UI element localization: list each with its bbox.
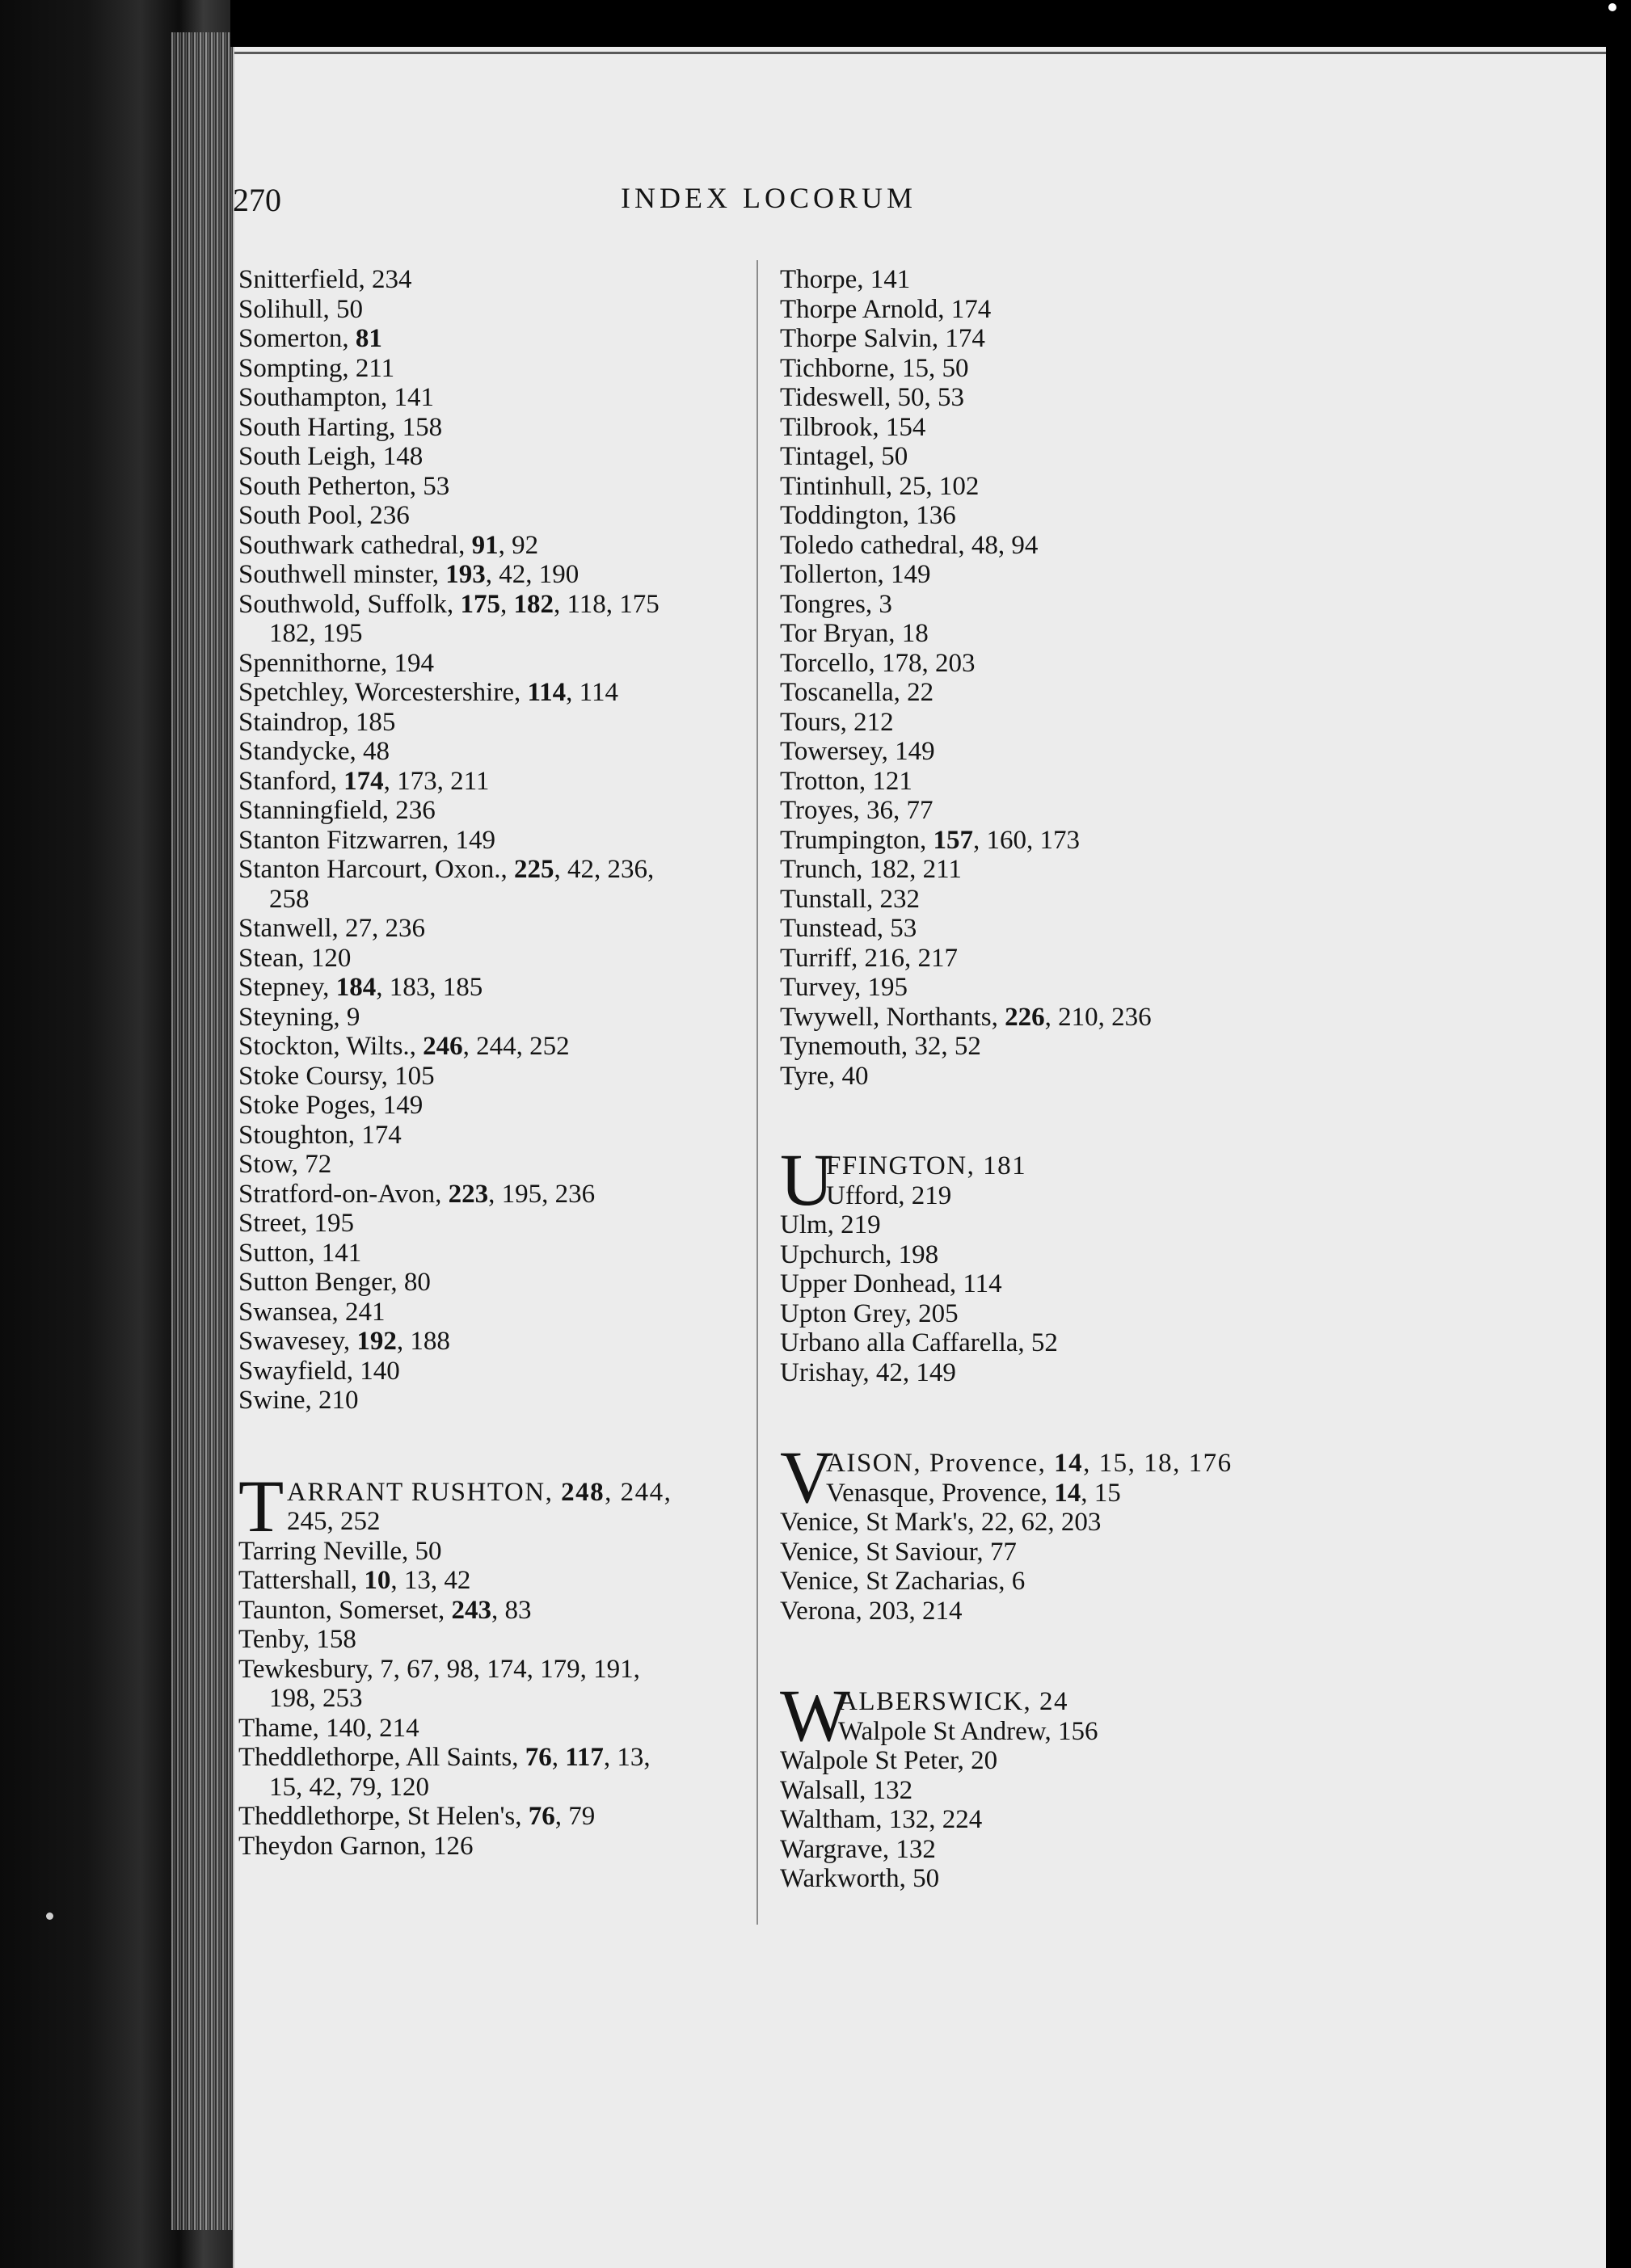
index-entry (238, 944, 756, 974)
index-entry (238, 383, 756, 413)
entry-text: Wargrave, 132 (780, 1834, 936, 1864)
bold-page-ref: 114 (527, 678, 567, 707)
scan-mark (1608, 3, 1616, 11)
entry-text: Tunstall, 232 (780, 884, 920, 914)
index-entry (780, 1003, 1362, 1033)
entry-text: Walsall, 132 (780, 1775, 913, 1805)
entry-text: Upton Grey, 205 (780, 1298, 959, 1328)
index-entry (780, 383, 1362, 413)
bold-page-ref: 223 (448, 1179, 489, 1209)
index-entry (780, 1240, 1362, 1270)
index-entry (238, 826, 756, 856)
entry-text: Verona, 203, 214 (780, 1596, 963, 1626)
index-entry (238, 1714, 756, 1744)
index-entry (238, 737, 756, 767)
section-heading (238, 1478, 756, 1508)
entry-text: Ulm, 219 (780, 1210, 881, 1239)
entry-text: South Petherton, 53 (238, 471, 450, 501)
index-entry (238, 1032, 756, 1062)
entry-text: Thorpe, 141 (780, 265, 911, 294)
entry-text: , 188 (396, 1327, 450, 1356)
entry-text: Upchurch, 198 (780, 1239, 939, 1269)
index-entry (780, 1864, 1362, 1894)
entry-text: Southwark cathedral, (238, 530, 472, 560)
bold-page-ref: 184 (335, 973, 377, 1002)
entry-text: Stanford, (238, 766, 344, 796)
bold-page-ref: 76 (528, 1802, 555, 1831)
entry-text: Tyre, 40 (780, 1061, 869, 1091)
entry-text: Tongres, 3 (780, 589, 892, 619)
index-entry (780, 1508, 1362, 1538)
column-rule (756, 260, 758, 1925)
page-edges (171, 32, 236, 2230)
entry-text: Swayfield, 140 (238, 1356, 400, 1386)
entry-text: , 160, 173 (973, 825, 1080, 855)
index-entry (238, 265, 756, 295)
index-entry (780, 826, 1362, 856)
entry-text: 198, 253 (269, 1684, 363, 1713)
index-entry (238, 324, 756, 354)
index-entry (780, 1805, 1362, 1835)
index-entry (780, 944, 1362, 974)
entry-text: Standycke, 48 (238, 737, 390, 766)
index-entry (780, 1210, 1362, 1240)
index-entry (238, 678, 756, 708)
index-entry (238, 1091, 756, 1121)
entry-text: Toledo cathedral, 48, 94 (780, 530, 1039, 560)
entry-text: Tintinhull, 25, 102 (780, 471, 980, 501)
index-entry (780, 737, 1362, 767)
entry-text: Stanningfield, 236 (238, 796, 436, 825)
index-entry (780, 324, 1362, 354)
index-entry (238, 914, 756, 944)
entry-text: Swavesey, (238, 1327, 357, 1356)
entry-text: , 42, 236, (554, 855, 655, 884)
index-entry (780, 885, 1362, 915)
left-column (238, 265, 756, 1861)
index-entry (780, 1746, 1362, 1776)
entry-text: South Harting, 158 (238, 412, 443, 442)
entry-text: Sompting, 211 (238, 353, 395, 383)
entry-text: Troyes, 36, 77 (780, 796, 934, 825)
index-entry (238, 1003, 756, 1033)
section-t (238, 1464, 756, 1862)
section-heading-cont: 245, 252 (287, 1507, 381, 1536)
index-entry (238, 649, 756, 679)
index-entry (238, 1357, 756, 1386)
index-entry (780, 973, 1362, 1003)
index-entry-cont (238, 1773, 756, 1803)
entry-text: Stockton, Wilts., (238, 1032, 424, 1061)
index-entry (780, 501, 1362, 531)
entry-text: Venice, St Zacharias, 6 (780, 1567, 1026, 1596)
entry-text: , 173, 211 (383, 766, 490, 796)
entry-text: Thorpe Salvin, 174 (780, 324, 985, 353)
bold-page-ref: 117 (565, 1743, 604, 1772)
dropcap: V (780, 1436, 834, 1518)
index-entry-cont (238, 1684, 756, 1714)
index-entry (238, 708, 756, 738)
entry-text: Urbano alla Caffarella, 52 (780, 1328, 1058, 1357)
entry-text: Southampton, 141 (238, 383, 435, 412)
index-entry (238, 1327, 756, 1357)
section-w (780, 1674, 1362, 1894)
entry-text: Sutton, 141 (238, 1238, 362, 1268)
bold-page-ref: 14 (1054, 1478, 1081, 1508)
entry-text: Somerton, (238, 324, 356, 353)
index-entry (238, 1180, 756, 1210)
entry-text: Tenby, 158 (238, 1625, 356, 1654)
bold-page-ref: 225 (513, 855, 554, 884)
index-entry (238, 1802, 756, 1832)
s-entries (238, 265, 756, 1416)
index-entry (238, 1239, 756, 1269)
section-heading (780, 1449, 1362, 1479)
entry-text: Toscanella, 22 (780, 678, 934, 707)
u-entries (780, 1210, 1362, 1387)
entry-text: Swansea, 241 (238, 1297, 386, 1327)
index-entry (780, 1299, 1362, 1329)
index-entry (238, 767, 756, 797)
dropcap: T (238, 1464, 284, 1547)
entry-text: Stoughton, 174 (238, 1120, 402, 1150)
t-entries-cont (780, 265, 1362, 1091)
index-entry (238, 1537, 756, 1567)
entry-text: Southwold, Suffolk, (238, 589, 461, 619)
entry-text: Staindrop, 185 (238, 707, 396, 737)
entry-text: Theydon Garnon, 126 (238, 1831, 474, 1861)
index-entry (780, 354, 1362, 384)
entry-text: Stoke Poges, 149 (238, 1091, 424, 1120)
entry-text: 258 (269, 884, 310, 914)
bold-page-ref: 14 (1054, 1449, 1084, 1478)
entry-text: , (551, 1743, 566, 1772)
bold-page-ref: 182 (513, 589, 554, 619)
index-entry (780, 649, 1362, 679)
index-entry-cont (238, 885, 756, 915)
index-entry (238, 1386, 756, 1416)
entry-text: Street, 195 (238, 1209, 354, 1238)
index-entry (238, 1743, 756, 1773)
right-column (780, 265, 1362, 1894)
entry-text: , 114 (566, 678, 618, 707)
index-entry (238, 590, 756, 620)
v-entries (780, 1508, 1362, 1626)
entry-text: Turriff, 216, 217 (780, 943, 959, 973)
entry-text: Turvey, 195 (780, 973, 908, 1002)
entry-text: ALBERSWICK, 24 (838, 1687, 1068, 1716)
bold-page-ref: 246 (423, 1032, 463, 1061)
entry-text: Tarring Neville, 50 (238, 1536, 442, 1566)
index-entry (780, 1358, 1362, 1388)
entry-text: Twywell, Northants, (780, 1002, 1005, 1032)
entry-text: Walpole St Peter, 20 (780, 1746, 998, 1775)
index-entry (780, 796, 1362, 826)
index-entry (238, 1566, 756, 1596)
entry-text: Theddlethorpe, St Helen's, (238, 1802, 529, 1831)
index-entry (780, 442, 1362, 472)
entry-text: Warkworth, 50 (780, 1864, 940, 1893)
entry-text: Trumpington, (780, 825, 934, 855)
bold-page-ref: 243 (451, 1595, 491, 1625)
entry-text: Sutton Benger, 80 (238, 1268, 431, 1297)
index-entry (238, 1596, 756, 1626)
entry-text: Snitterfield, 234 (238, 265, 412, 294)
entry-text: 15, 42, 79, 120 (269, 1772, 429, 1802)
index-entry (780, 1597, 1362, 1626)
entry-text: Stepney, (238, 973, 336, 1002)
index-entry (780, 560, 1362, 590)
index-entry (238, 1268, 756, 1298)
entry-text: Thame, 140, 214 (238, 1713, 419, 1743)
entry-text: , 244, 252 (462, 1032, 570, 1061)
index-entry (780, 1538, 1362, 1567)
entry-text: , 15, 18, 176 (1083, 1449, 1233, 1478)
index-entry (238, 973, 756, 1003)
index-entry (780, 472, 1362, 502)
top-shadow (230, 0, 1631, 47)
bold-page-ref: 76 (525, 1743, 552, 1772)
index-entry (780, 1776, 1362, 1806)
entry-text: Trotton, 121 (780, 766, 912, 796)
entry-text: , 42, 190 (485, 560, 579, 589)
entry-text: Tours, 212 (780, 707, 894, 737)
entry-text: , 79 (554, 1802, 596, 1831)
dust-speck (46, 1912, 53, 1920)
section-v (780, 1436, 1362, 1626)
bold-page-ref: 91 (471, 530, 499, 560)
entry-text: Stean, 120 (238, 943, 352, 973)
entry-text: Tunstead, 53 (780, 914, 917, 943)
entry-text: , 183, 185 (376, 973, 483, 1002)
entry-text: , 13, 42 (390, 1566, 471, 1595)
index-entry (238, 1209, 756, 1239)
entry-text: , 83 (491, 1595, 532, 1625)
index-entry (780, 708, 1362, 738)
bold-page-ref: 157 (933, 825, 973, 855)
entry-text: South Pool, 236 (238, 501, 410, 530)
index-entry (238, 442, 756, 472)
running-title: INDEX LOCORUM (621, 182, 917, 214)
entry-text: Venice, St Mark's, 22, 62, 203 (780, 1508, 1102, 1537)
index-entry (238, 1298, 756, 1328)
index-entry (780, 1835, 1362, 1865)
index-entry (780, 590, 1362, 620)
entry-text: FFINGTON, 181 (826, 1151, 1027, 1180)
entry-text: Solihull, 50 (238, 294, 364, 324)
entry-text: Southwell minster, (238, 560, 446, 589)
entry-text: Stanton Fitzwarren, 149 (238, 825, 496, 855)
index-entry (238, 413, 756, 443)
bold-page-ref: 192 (356, 1327, 397, 1356)
page-rule (234, 52, 1606, 54)
index-entry (238, 1150, 756, 1180)
entry-text: Swine, 210 (238, 1386, 359, 1415)
bold-page-ref: 193 (445, 560, 486, 589)
bold-page-ref: 10 (364, 1566, 391, 1595)
index-entry (238, 1832, 756, 1862)
section-heading (780, 1151, 1362, 1181)
index-entry (238, 354, 756, 384)
index-entry (780, 1567, 1362, 1597)
index-entry (780, 1269, 1362, 1299)
entry-text: Tynemouth, 32, 52 (780, 1032, 981, 1061)
entry-text: Tewkesbury, 7, 67, 98, 174, 179, 191, (238, 1654, 640, 1684)
entry-text: Waltham, 132, 224 (780, 1805, 983, 1834)
section-heading-cont: Ufford, 219 (826, 1180, 952, 1210)
entry-text: Tattershall, (238, 1566, 365, 1595)
index-entry (238, 855, 756, 885)
index-entry (780, 1328, 1362, 1358)
entry-text: , 15 (1081, 1478, 1121, 1508)
entry-text: Taunton, Somerset, (238, 1595, 452, 1625)
entry-text: Stanton Harcourt, Oxon., (238, 855, 514, 884)
entry-text: , (499, 589, 514, 619)
entry-text: Torcello, 178, 203 (780, 648, 976, 678)
entry-text: Tintagel, 50 (780, 442, 908, 471)
entry-text: Towersey, 149 (780, 737, 935, 766)
entry-text: , 210, 236 (1044, 1002, 1152, 1032)
entry-text: Stoke Coursy, 105 (238, 1061, 435, 1091)
entry-text: AISON, Provence, (826, 1449, 1055, 1478)
index-entry (238, 501, 756, 531)
index-entry (780, 531, 1362, 561)
entry-text: Stratford-on-Avon, (238, 1179, 449, 1209)
entry-text: , 118, 175 (553, 589, 660, 619)
entry-text: Venice, St Saviour, 77 (780, 1537, 1017, 1567)
entry-text: Thorpe Arnold, 174 (780, 294, 992, 324)
bold-page-ref: 226 (1005, 1002, 1045, 1032)
entry-text: Urishay, 42, 149 (780, 1357, 956, 1387)
bold-page-ref: 81 (355, 324, 382, 353)
entry-text: Toddington, 136 (780, 501, 956, 530)
page-number: 270 (233, 182, 281, 218)
index-entry (780, 855, 1362, 885)
index-entry (238, 531, 756, 561)
t-entries (238, 1537, 756, 1862)
entry-text: 182, 195 (269, 619, 363, 648)
dropcap: W (780, 1674, 850, 1757)
entry-text: Tollerton, 149 (780, 560, 931, 589)
index-entry (780, 678, 1362, 708)
index-entry (780, 619, 1362, 649)
index-entry (238, 295, 756, 325)
index-entry-cont (238, 619, 756, 649)
section-heading-cont: Walpole St Andrew, 156 (838, 1716, 1098, 1746)
entry-text: Tideswell, 50, 53 (780, 383, 964, 412)
entry-text: Tichborne, 15, 50 (780, 353, 969, 383)
bold-page-ref: 175 (460, 589, 500, 619)
entry-text: Trunch, 182, 211 (780, 855, 962, 884)
entry-text: , 92 (498, 530, 539, 560)
index-entry (780, 767, 1362, 797)
entry-text: Steyning, 9 (238, 1002, 360, 1032)
bold-page-ref: 248 (561, 1477, 605, 1507)
entry-text: Tilbrook, 154 (780, 412, 926, 442)
entry-text: , 13, (603, 1743, 651, 1772)
entry-text: Venasque, Provence, (826, 1478, 1055, 1508)
entry-text: South Leigh, 148 (238, 442, 424, 471)
index-entry (780, 1062, 1362, 1092)
entry-text: Spetchley, Worcestershire, (238, 678, 528, 707)
dropcap: U (780, 1138, 834, 1221)
index-entry (780, 1032, 1362, 1062)
entry-text: Theddlethorpe, All Saints, (238, 1743, 525, 1772)
index-entry (238, 1655, 756, 1685)
index-entry (780, 914, 1362, 944)
entry-text: Tor Bryan, 18 (780, 619, 929, 648)
index-entry (238, 1625, 756, 1655)
index-entry (238, 1121, 756, 1151)
section-heading-cont (780, 1479, 1362, 1508)
entry-text: Upper Donhead, 114 (780, 1269, 1002, 1298)
entry-text: , 195, 236 (488, 1179, 596, 1209)
index-entry (780, 413, 1362, 443)
index-entry (238, 796, 756, 826)
section-u (780, 1138, 1362, 1387)
index-entry (238, 1062, 756, 1092)
w-entries (780, 1746, 1362, 1894)
entry-text: Spennithorne, 194 (238, 648, 434, 678)
index-entry (238, 560, 756, 590)
index-entry (238, 472, 756, 502)
bold-page-ref: 174 (343, 766, 384, 796)
entry-text: , 244, (605, 1477, 672, 1507)
section-heading (780, 1687, 1362, 1717)
entry-text: ARRANT RUSHTON, (287, 1477, 562, 1507)
right-shadow (1604, 0, 1631, 2268)
entry-text: Stow, 72 (238, 1150, 332, 1179)
entry-text: Stanwell, 27, 236 (238, 914, 425, 943)
index-entry (780, 265, 1362, 295)
index-entry (780, 295, 1362, 325)
